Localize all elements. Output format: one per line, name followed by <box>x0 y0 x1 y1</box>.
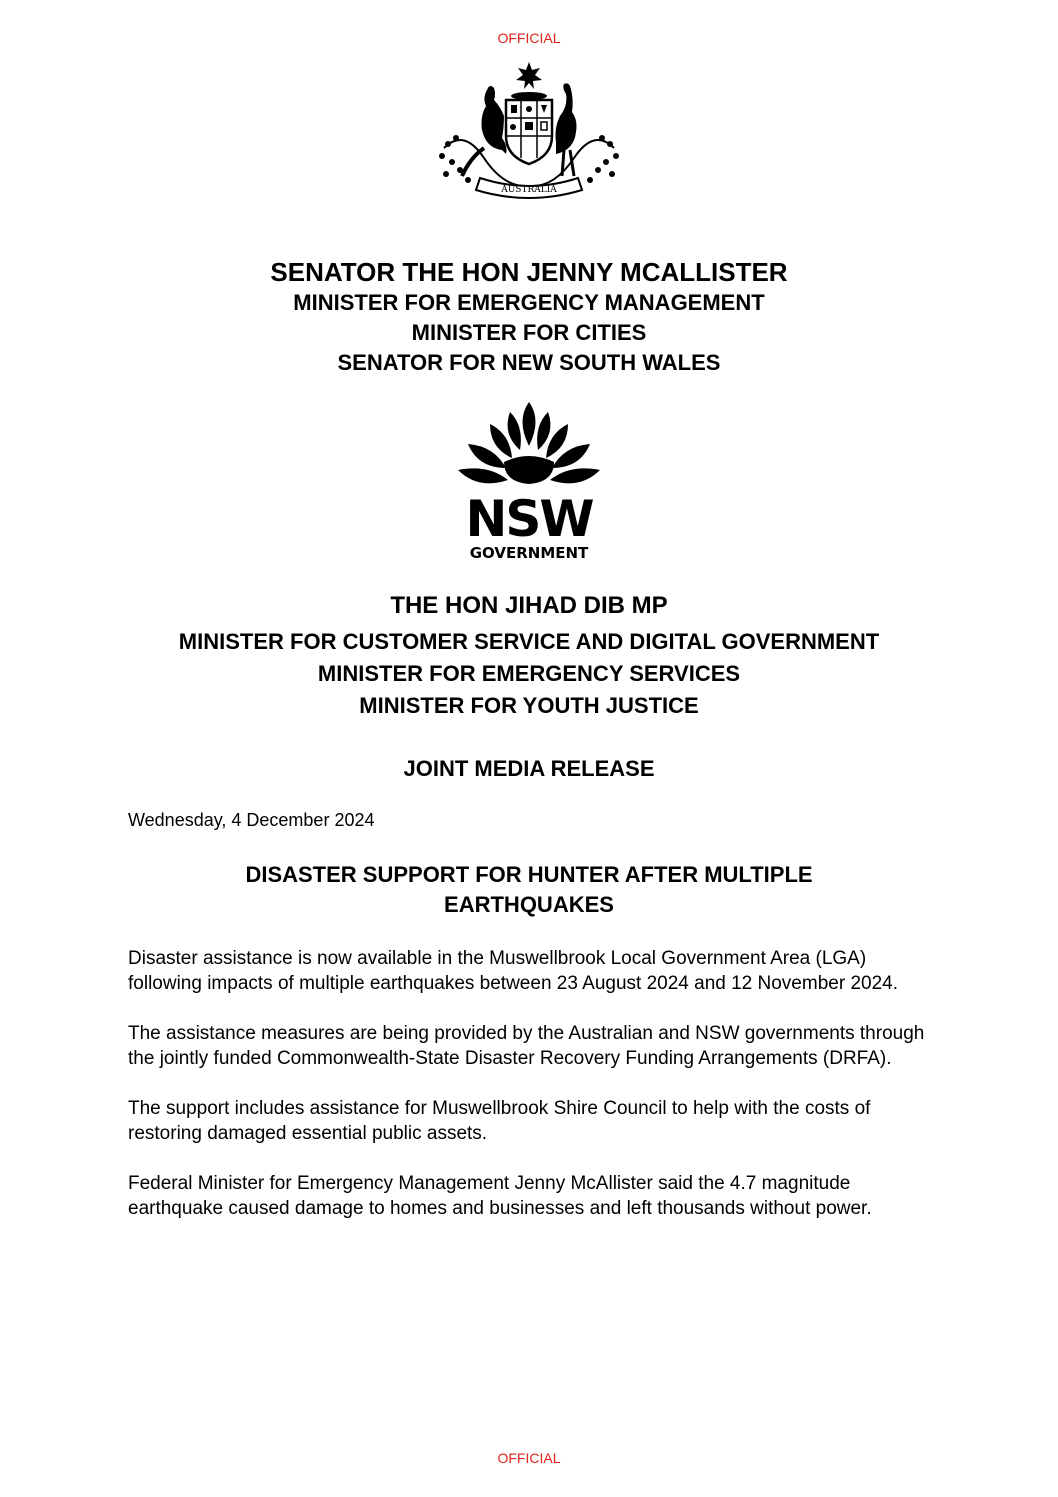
classification-marking-top: OFFICIAL <box>497 30 561 46</box>
federal-minister-role: SENATOR FOR NEW SOUTH WALES <box>337 350 721 375</box>
body-paragraph: Federal Minister for Emergency Management Jenny McAllister said the 4.7 magnitude earthquake caused damage to homes and businesses and left thousands without power. <box>128 1173 872 1219</box>
release-date: Wednesday, 4 December 2024 <box>128 810 375 830</box>
release-type-heading: JOINT MEDIA RELEASE <box>403 756 655 781</box>
nsw-minister-role: MINISTER FOR EMERGENCY SERVICES <box>317 661 741 686</box>
body-paragraph: Disaster assistance is now available in the Muswellbrook Local Government Area (LGA) following impacts of multiple earthquakes between 23 August 2024 and 12 November 2024. <box>128 948 898 994</box>
nsw-logo-subword: GOVERNMENT <box>469 544 589 562</box>
nsw-minister-role: MINISTER FOR YOUTH JUSTICE <box>359 693 699 718</box>
coat-of-arms-icon <box>424 58 634 210</box>
body-paragraph: The support includes assistance for Muswellbrook Shire Council to help with the costs of restoring damaged essential public assets. <box>128 1098 871 1144</box>
nsw-government-logo-icon <box>454 400 604 564</box>
release-headline <box>0 860 1058 920</box>
federal-minister-block <box>0 256 1058 378</box>
nsw-minister-name: THE HON JIHAD DIB MP <box>390 592 668 619</box>
headline-line: EARTHQUAKES <box>444 892 614 917</box>
headline-line: DISASTER SUPPORT FOR HUNTER AFTER MULTIPLE <box>245 862 813 887</box>
crest-ribbon-text: AUSTRALIA <box>501 185 557 195</box>
federal-minister-name: SENATOR THE HON JENNY MCALLISTER <box>270 257 788 287</box>
classification-marking-bottom: OFFICIAL <box>497 1450 561 1466</box>
nsw-minister-role: MINISTER FOR CUSTOMER SERVICE AND DIGITAL GOVERNMENT <box>178 629 880 654</box>
nsw-minister-block <box>0 590 1058 722</box>
federal-minister-role: MINISTER FOR CITIES <box>411 320 647 345</box>
release-body <box>128 946 928 1246</box>
body-paragraph: The assistance measures are being provided by the Australian and NSW governments through the jointly funded Commonwealth-State Disaster Recovery Funding Arrangements (DRFA). <box>128 1023 925 1069</box>
federal-minister-role: MINISTER FOR EMERGENCY MANAGEMENT <box>293 290 765 315</box>
nsw-logo-word: NSW <box>465 490 593 548</box>
